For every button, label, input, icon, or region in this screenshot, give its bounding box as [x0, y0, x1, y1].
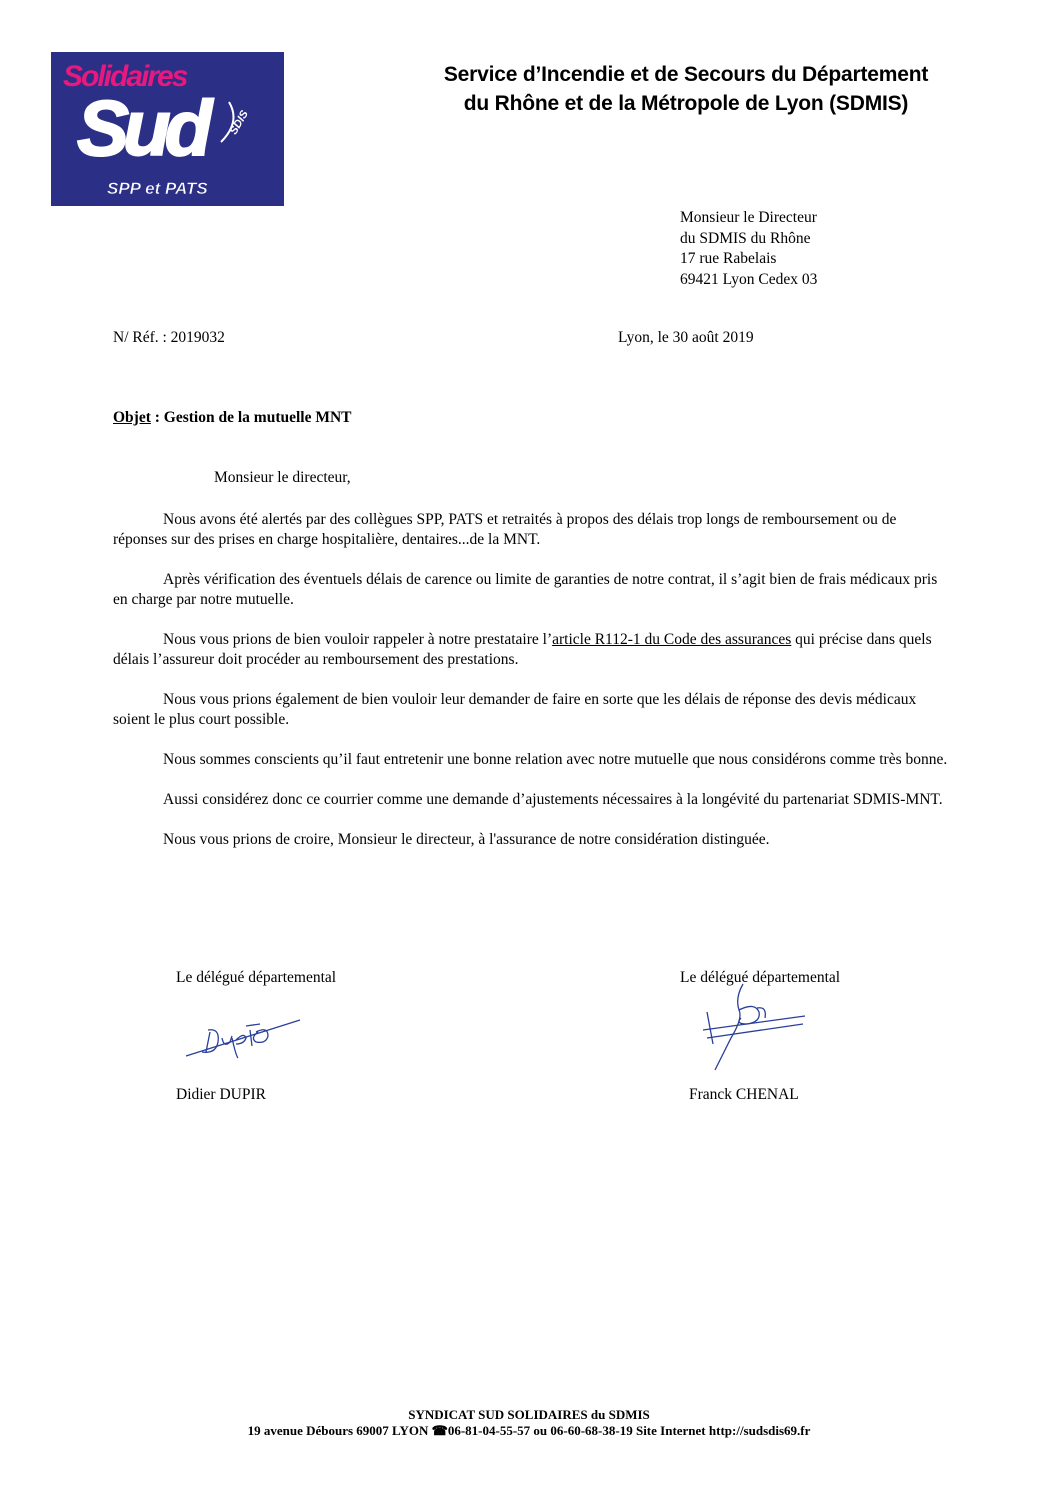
recipient-address	[680, 208, 817, 290]
right-signatory-name: Franck CHENAL	[689, 1086, 799, 1103]
recipient-line: 69421 Lyon Cedex 03	[680, 270, 818, 288]
footer-union-name: SYNDICAT SUD SOLIDAIRES du SDMIS	[408, 1407, 650, 1422]
paragraph: Nous vous prions de croire, Monsieur le directeur, à l'assurance de notre considération distinguée.	[163, 831, 770, 848]
paragraph: Aussi considérez donc ce courrier comme une demande d’ajustements nécessaires à la longévité du partenariat SDMIS-MNT.	[163, 791, 943, 808]
paragraph-text: Nous vous prions de bien vouloir rappeler à notre prestataire l’	[163, 631, 553, 648]
legal-reference-link[interactable]: article R112-1 du Code des assurances	[552, 631, 792, 648]
union-logo	[51, 52, 284, 206]
left-signatory-name: Didier DUPIR	[176, 1086, 266, 1103]
subject-text: : Gestion de la mutuelle MNT	[150, 409, 352, 426]
paragraph: Nous avons été alertés par des collègues SPP, PATS et retraités à propos des délais trop longs de remboursement ou de réponses sur des prises en charge hospitalière, dentaires...de la MNT.	[113, 511, 897, 548]
salutation: Monsieur le directeur,	[214, 469, 351, 486]
paragraph: Nous vous prions également de bien vouloir leur demander de faire en sorte que les délais de réponse des devis médicaux soient le plus court possible.	[113, 691, 917, 728]
paragraph: Après vérification des éventuels délais de carence ou limite de garanties de notre contrat, il s’agit bien de frais médicaux pris en charge par notre mutuelle.	[113, 571, 938, 608]
left-signatory-role: Le délégué départemental	[176, 969, 337, 986]
footer-contact: 19 avenue Débours 69007 LYON ☎06-81-04-55-57 ou 06-60-68-38-19 Site Internet http://sudsdis69.fr	[247, 1423, 811, 1438]
recipient-line: 17 rue Rabelais	[680, 250, 777, 267]
svg-text:Sud: Sud	[77, 84, 207, 172]
paragraph	[113, 630, 948, 670]
title-line-1: Service d’Incendie et de Secours du Département	[443, 63, 929, 86]
right-signatory-role: Le délégué départemental	[680, 969, 841, 986]
svg-text:SPP et PATS: SPP et PATS	[107, 179, 208, 198]
recipient-line: du SDMIS du Rhône	[680, 229, 811, 247]
recipient-line: Monsieur le Directeur	[680, 209, 817, 226]
svg-text:SDIS: SDIS	[227, 108, 251, 137]
organization-title	[376, 60, 996, 118]
right-signature	[695, 978, 810, 1078]
svg-text:Solidaires: Solidaires	[63, 60, 187, 93]
subject-label: Objet	[113, 409, 151, 426]
reference-number: N/ Réf. : 2019032	[113, 329, 225, 346]
letter-body	[113, 510, 948, 870]
left-signature	[180, 1012, 310, 1064]
place-date: Lyon, le 30 août 2019	[618, 329, 754, 346]
paragraph-text: qui précise dans quels délais l’assureur doit procéder au remboursement des prestations.	[113, 631, 932, 668]
subject-line	[113, 409, 352, 427]
title-line-2: du Rhône et de la Métropole de Lyon (SDMIS)	[463, 92, 909, 115]
paragraph: Nous sommes conscients qu’il faut entretenir une bonne relation avec notre mutuelle que nous considérons comme très bonne.	[163, 751, 948, 768]
